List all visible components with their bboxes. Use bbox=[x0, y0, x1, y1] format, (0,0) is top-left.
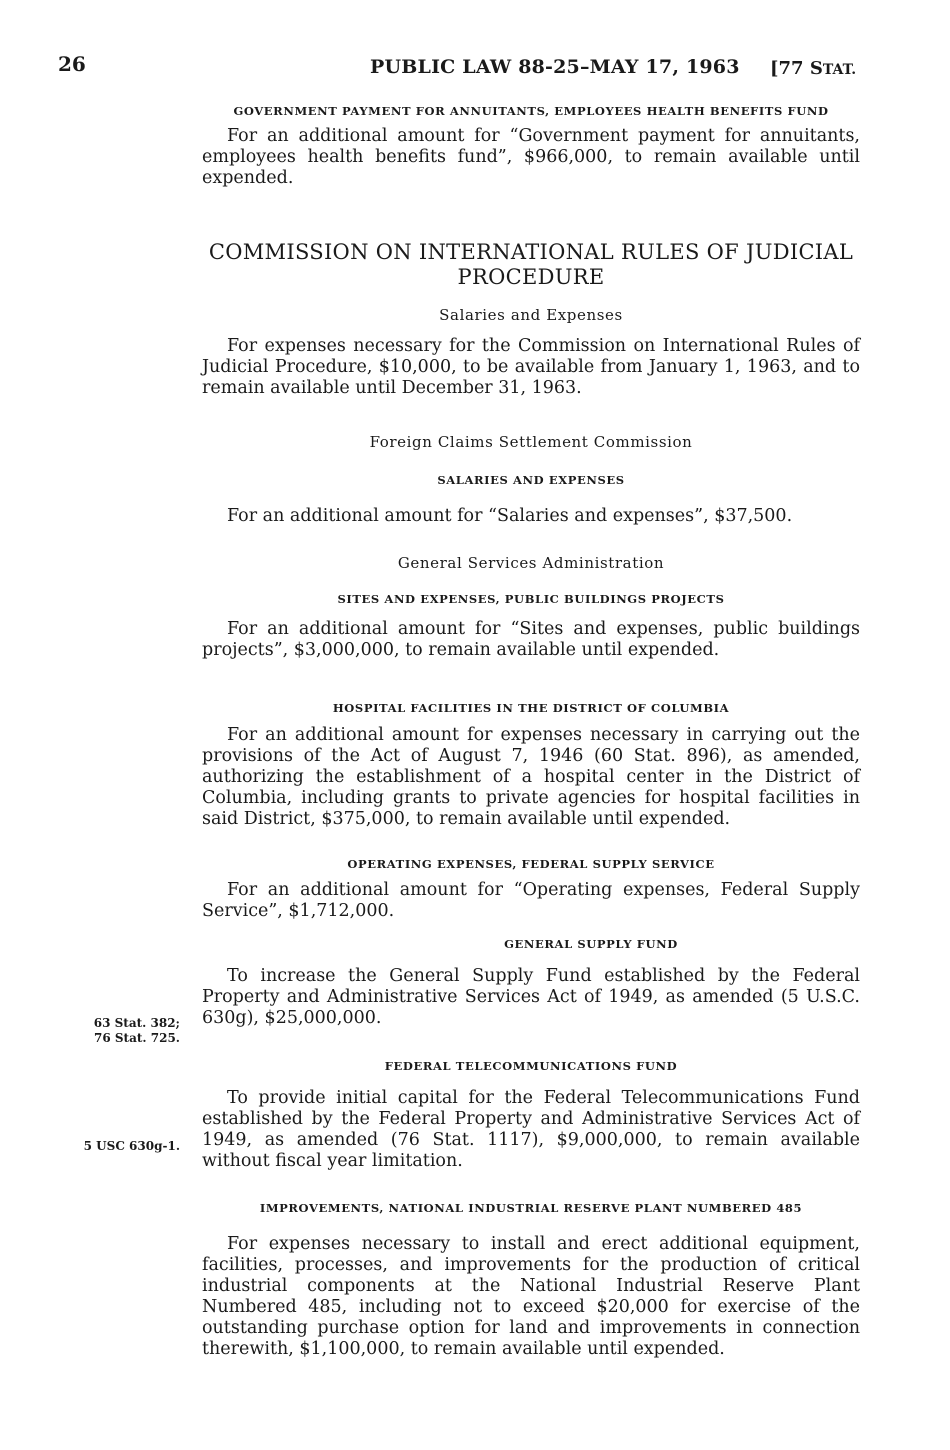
section-operating bbox=[202, 856, 860, 922]
section-text: For an additional amount for “Operating expenses, Federal Supply Service”, $1,712,000. bbox=[202, 880, 860, 921]
page-header bbox=[0, 50, 950, 90]
statute-reference: [77 STAT. bbox=[770, 58, 857, 79]
section-general-supply bbox=[202, 936, 860, 1029]
section-commission bbox=[202, 240, 860, 399]
section-improvements bbox=[202, 1200, 860, 1360]
section-heading: SALARIES AND EXPENSES bbox=[437, 473, 625, 487]
section-heading: HOSPITAL FACILITIES IN THE DISTRICT OF COLUMBIA bbox=[332, 701, 730, 715]
section-text: To provide initial capital for the Federal Telecommunications Fund established by the Federal Property and Administrative Services Act of 1949, as amended (76 Stat. 1117), $9,000,000, to remain available without fiscal year limitation. bbox=[202, 1088, 860, 1171]
section-heading: FEDERAL TELECOMMUNICATIONS FUND bbox=[384, 1059, 678, 1073]
section-heading: SITES AND EXPENSES, PUBLIC BUILDINGS PROJECTS bbox=[337, 592, 725, 606]
section-foreign-claims bbox=[202, 433, 860, 527]
section-text: For expenses necessary to install and erect additional equipment, facilities, processes, and improvements for the production of critical industrial components at the National Industrial Reserve Plant Numbered 485, including not to exceed $20,000 for exercise of the outstanding purchase option for land and improvements in connection therewith, $1,100,000, to remain available until expended. bbox=[202, 1234, 860, 1359]
section-text: For expenses necessary for the Commission on International Rules of Judicial Procedure, $10,000, to be available from January 1, 1963, and to remain available until December 31, 1963. bbox=[202, 336, 860, 398]
section-telecommunications bbox=[202, 1058, 860, 1172]
section-text: For an additional amount for “Sites and expenses, public buildings projects”, $3,000,000, to remain available until expended. bbox=[202, 619, 860, 660]
agency-heading: Foreign Claims Settlement Commission bbox=[369, 433, 693, 451]
page-number: 26 bbox=[58, 52, 86, 76]
running-head: PUBLIC LAW 88-25–MAY 17, 1963 bbox=[370, 56, 740, 78]
margin-note-supply: 63 Stat. 382; 76 Stat. 725. bbox=[93, 1016, 180, 1045]
section-heading: GOVERNMENT PAYMENT FOR ANNUITANTS, EMPLOYEES HEALTH BENEFITS FUND bbox=[233, 104, 829, 118]
section-heading: GENERAL SUPPLY FUND bbox=[504, 937, 678, 951]
section-government-payment bbox=[202, 103, 860, 189]
section-gsa bbox=[202, 554, 860, 661]
title-heading: COMMISSION ON INTERNATIONAL RULES OF JUDICIAL PROCEDURE bbox=[208, 240, 854, 289]
section-heading: OPERATING EXPENSES, FEDERAL SUPPLY SERVICE bbox=[347, 857, 715, 871]
agency-heading: General Services Administration bbox=[397, 554, 665, 572]
section-text: To increase the General Supply Fund established by the Federal Property and Administrative Services Act of 1949, as amended (5 U.S.C. 630g), $25,000,000. bbox=[202, 966, 860, 1028]
section-heading: IMPROVEMENTS, NATIONAL INDUSTRIAL RESERVE PLANT NUMBERED 485 bbox=[259, 1201, 803, 1215]
margin-note-telecom: 5 USC 630g-1. bbox=[83, 1139, 180, 1153]
section-text: For an additional amount for “Government payment for annuitants, employees health benefits fund”, $966,000, to remain available until expended. bbox=[202, 126, 860, 188]
section-text: For an additional amount for expenses necessary in carrying out the provisions of the Act of August 7, 1946 (60 Stat. 896), as amended, authorizing the establishment of a hospital center in the District of Columbia, including grants to private agencies for hospital facilities in said District, $375,000, to remain available until expended. bbox=[202, 725, 860, 829]
section-hospital bbox=[202, 700, 860, 830]
section-subheading: Salaries and Expenses bbox=[439, 306, 623, 324]
section-text: For an additional amount for “Salaries and expenses”, $37,500. bbox=[227, 506, 793, 526]
